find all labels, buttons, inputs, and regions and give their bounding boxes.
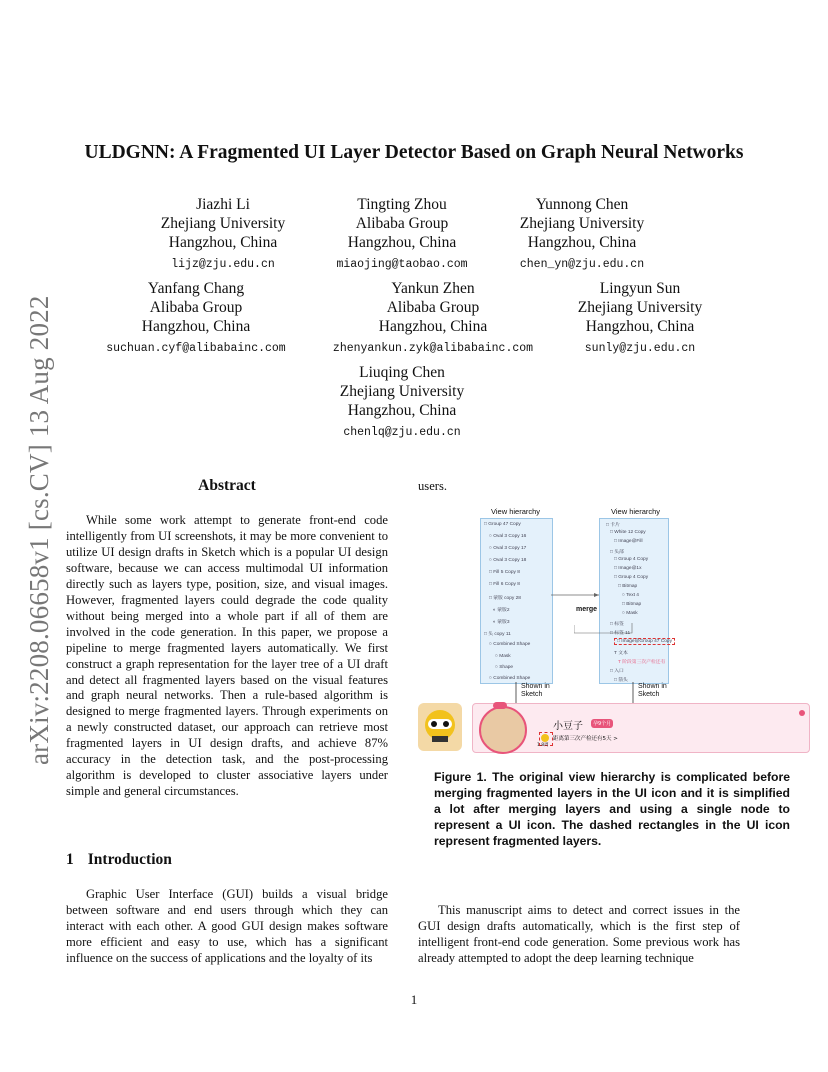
layer-row: □ 卡片 bbox=[606, 523, 620, 528]
author-location: Hangzhou, China bbox=[141, 318, 251, 335]
shown-in-sketch-left: Shown in Sketch bbox=[521, 683, 550, 698]
author-affiliation: Zhejiang University bbox=[160, 215, 286, 232]
abstract-text: While some work attempt to generate front-end code intelligently from UI screenshots, it may be more convenient to utilize UI design drafts in Sketch which is a popular UI design software, because we can access multimodal UI information directly such as layers type, position, size, and visual images. However, fragmented layers could degrade the code quality without being merged into a whole part if all of them are involved in the code generation. In this paper, we propose a pipeline to merge fragmented layers automatically. We first construct a graph representation for the layer tree of a UI draft and detect all fragmented layers based on the visual features and graph neural networks. Then a rule-based algorithm is designed to merge fragmented layers. Through experiments on a newly constructed dataset, our approach can retrieve most fragmented layers in UI design drafts, and achieve 87% accuracy in the detection task, and the post-processing algorithm is developed to cluster associative layers under simple and general circumstances. bbox=[66, 513, 388, 799]
section-title: Introduction bbox=[87, 851, 172, 868]
card-name: 小豆子 bbox=[553, 721, 583, 732]
author-block bbox=[66, 279, 326, 358]
author-email[interactable]: suchuan.cyf@alibabainc.com bbox=[106, 342, 286, 355]
layer-row: □ Group 4 Copy bbox=[614, 575, 649, 580]
layer-row: □ Bitmap bbox=[618, 584, 638, 589]
author-name: Jiazhi Li bbox=[196, 196, 250, 213]
layer-row: □ Fill 5 Copy 8 bbox=[489, 570, 520, 575]
layer-row: ◐ 蒙版3 bbox=[493, 620, 510, 625]
author-block bbox=[510, 279, 770, 358]
layer-row: ○ Oval 3 Copy 18 bbox=[489, 558, 527, 563]
layer-row: □ 入口 bbox=[610, 669, 624, 674]
shown-in-sketch-right: Shown in Sketch bbox=[638, 683, 667, 698]
author-email[interactable]: chen_yn@zju.edu.cn bbox=[519, 258, 645, 271]
author-affiliation: Zhejiang University bbox=[339, 383, 465, 400]
avatar-badge bbox=[493, 702, 507, 709]
layer-row: T 文本 bbox=[614, 651, 628, 656]
layer-row: □ White 12 Copy bbox=[610, 530, 646, 535]
cartoon-face-icon bbox=[418, 703, 462, 751]
author-name: Yankun Zhen bbox=[391, 280, 475, 297]
layer-row: T 阶段第三次产检还有 bbox=[618, 660, 666, 665]
layer-row: □ 标签 11 bbox=[610, 631, 631, 636]
author-block bbox=[272, 363, 532, 442]
figure-caption: Figure 1. The original view hierarchy is complicated before merging fragmented layers in the UI icon and it is simplified a lot after merging layers and using a single node to represent a UI icon. The dashed rectangles in the UI icon represent fragmented layers. bbox=[434, 770, 790, 848]
left-panel-title: View hierarchy bbox=[491, 507, 541, 516]
layer-row: □ 箭头 bbox=[614, 678, 628, 683]
author-name: Yanfang Chang bbox=[147, 280, 245, 297]
author-email[interactable]: miaojing@taobao.com bbox=[336, 258, 468, 271]
author-affiliation: Alibaba Group bbox=[386, 299, 480, 316]
arxiv-stamp: arXiv:2208.06658v1 [cs.CV] 13 Aug 2022 bbox=[24, 295, 54, 765]
author-affiliation: Alibaba Group bbox=[355, 215, 449, 232]
author-location: Hangzhou, China bbox=[347, 234, 457, 251]
layer-row: □ Image@Fill bbox=[614, 539, 643, 544]
author-name: Lingyun Sun bbox=[599, 280, 681, 297]
cartoon-icon bbox=[418, 703, 462, 751]
abstract-heading: Abstract bbox=[198, 477, 256, 494]
layer-row: □ 蒙版 copy 28 bbox=[489, 596, 521, 601]
author-email[interactable]: sunly@zju.edu.cn bbox=[584, 342, 696, 355]
author-name: Tingting Zhou bbox=[357, 196, 447, 213]
layer-row: ○ Shape bbox=[495, 665, 514, 670]
layer-row: ○ Mask bbox=[495, 654, 511, 659]
layer-row: □ 标签 bbox=[610, 622, 624, 627]
author-block bbox=[452, 195, 712, 274]
figure-1 bbox=[418, 505, 808, 767]
author-location: Hangzhou, China bbox=[168, 234, 278, 251]
layer-row: ○ Combined Shape bbox=[489, 676, 531, 681]
author-email[interactable]: lijz@zju.edu.cn bbox=[171, 258, 275, 271]
merged-layer-row: □ Image@Group 47 Copy bbox=[614, 638, 675, 645]
layer-row: □ Group 4 Copy bbox=[614, 557, 649, 562]
author-name: Yunnong Chen bbox=[535, 196, 629, 213]
layer-row: ○ Combined Shape bbox=[489, 642, 531, 647]
layer-row: □ Group 47 Copy bbox=[484, 522, 521, 527]
card-tag: 1.8周 bbox=[537, 743, 549, 748]
layer-row: □ 头部 bbox=[610, 550, 624, 555]
avatar bbox=[479, 706, 527, 754]
layer-row: ○ Mask bbox=[622, 611, 638, 616]
layer-row: □ Bitmap bbox=[622, 602, 642, 607]
author-location: Hangzhou, China bbox=[527, 234, 637, 251]
layer-row: ○ Oval 3 Copy 16 bbox=[489, 534, 527, 539]
layer-row: □ Fill 6 Copy 8 bbox=[489, 582, 520, 587]
intro-heading bbox=[66, 851, 172, 869]
continued-text: users. bbox=[418, 479, 448, 493]
merge-label: merge bbox=[576, 606, 598, 613]
layer-row: □ 头 copy 11 bbox=[484, 632, 511, 637]
right-panel-title: View hierarchy bbox=[611, 507, 661, 516]
right-hierarchy-panel bbox=[599, 518, 672, 684]
author-location: Hangzhou, China bbox=[378, 318, 488, 335]
layer-row: □ Image@1x bbox=[614, 566, 642, 571]
author-affiliation: Alibaba Group bbox=[149, 299, 243, 316]
layer-row: ○ Oval 3 Copy 17 bbox=[489, 546, 527, 551]
author-affiliation: Zhejiang University bbox=[519, 215, 645, 232]
dot-icon bbox=[799, 710, 805, 716]
layer-row: ◐ 蒙版2 bbox=[493, 608, 510, 613]
author-email[interactable]: chenlq@zju.edu.cn bbox=[343, 426, 461, 439]
author-email[interactable]: zhenyankun.zyk@alibabainc.com bbox=[332, 342, 534, 355]
page-number: 1 bbox=[410, 992, 418, 1007]
card-badge: 孕9个月 bbox=[593, 721, 612, 727]
tag-icon bbox=[541, 734, 549, 742]
profile-card bbox=[472, 703, 810, 753]
body-text: This manuscript aims to detect and correct issues in the GUI design drafts automatically, which is the first step of intelligent front-end code generation. Some previous work has already attempted to adopt the deep learning technique bbox=[418, 903, 740, 965]
left-hierarchy-panel bbox=[480, 518, 553, 684]
author-location: Hangzhou, China bbox=[347, 402, 457, 419]
section-number: 1 bbox=[66, 851, 74, 868]
layer-row: ○ Text 4 bbox=[622, 593, 639, 598]
intro-text: Graphic User Interface (GUI) builds a visual bridge between software and end users through which they can interact with each other. A good GUI design makes software more efficient and easy to use, which has a significant influence on the success of applications and the loyalty of its bbox=[66, 887, 388, 965]
paper-title: ULDGNN: A Fragmented UI Layer Detector Based on Graph Neural Networks bbox=[84, 142, 744, 163]
card-line: 距离第三次产检还有5天 > bbox=[553, 736, 618, 742]
merge-connector bbox=[574, 623, 634, 637]
author-location: Hangzhou, China bbox=[585, 318, 695, 335]
author-affiliation: Zhejiang University bbox=[577, 299, 703, 316]
author-name: Liuqing Chen bbox=[359, 364, 445, 381]
